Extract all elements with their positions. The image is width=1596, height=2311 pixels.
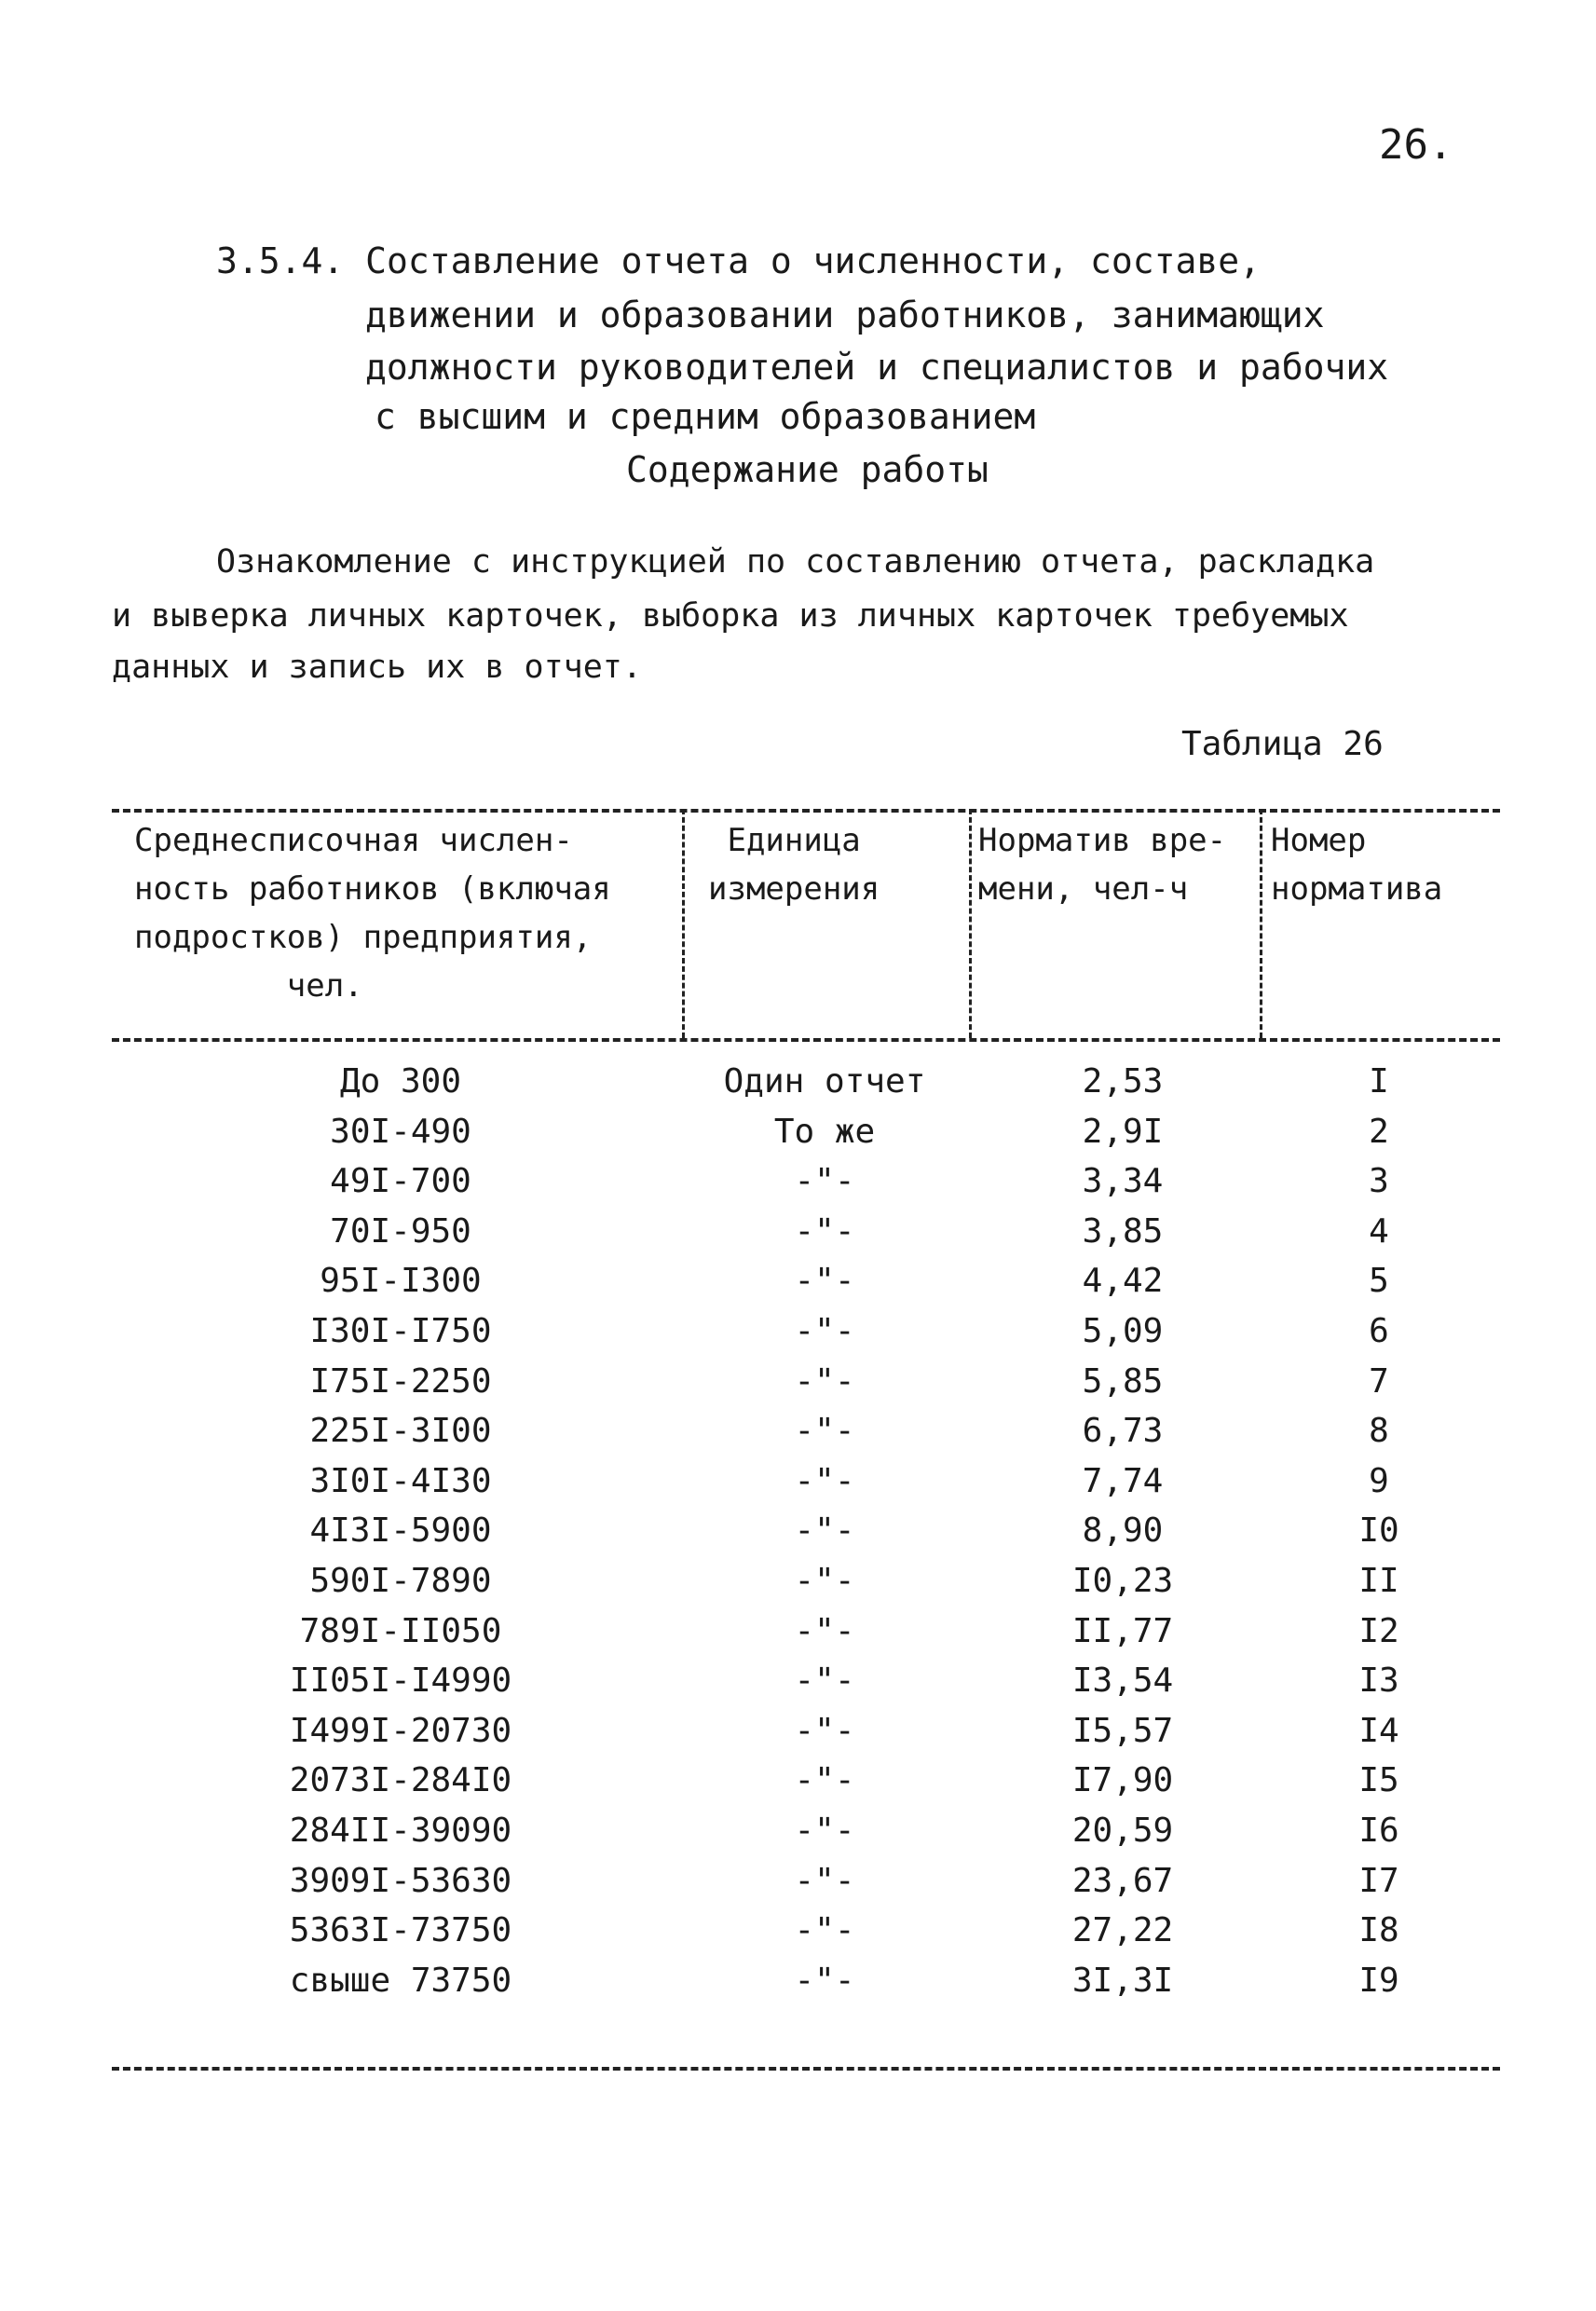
cell-unit: -"-: [794, 1961, 855, 2000]
header-cell-norm: Норматив вре- мени, чел-ч: [978, 822, 1227, 908]
cell-range: 49I-700: [330, 1162, 471, 1201]
cell-norm: 6,73: [1082, 1412, 1164, 1451]
table-row: [0, 1661, 1596, 1712]
cell-unit: -"-: [794, 1412, 855, 1451]
table-row: [0, 1562, 1596, 1612]
table-row: [0, 1462, 1596, 1512]
cell-range: 284II-39090: [289, 1811, 512, 1850]
cell-number: 5: [1369, 1262, 1389, 1301]
cell-unit: -"-: [794, 1861, 855, 1900]
cell-norm: 8,90: [1082, 1511, 1164, 1551]
cell-range: 4I3I-5900: [309, 1511, 492, 1551]
cell-norm: I0,23: [1071, 1561, 1174, 1600]
cell-norm: I7,90: [1071, 1761, 1174, 1800]
cell-norm: 3I,3I: [1071, 1961, 1174, 2000]
cell-norm: 4,42: [1082, 1262, 1164, 1301]
cell-unit: -"-: [794, 1611, 855, 1650]
table-row: [0, 1412, 1596, 1462]
cell-range: 590I-7890: [309, 1561, 492, 1600]
cell-norm: 2,9I: [1082, 1112, 1164, 1151]
cell-number: I5: [1358, 1761, 1399, 1800]
table-row: [0, 1312, 1596, 1362]
table-bottom-rule: [112, 2067, 1500, 2071]
cell-norm: I3,54: [1071, 1661, 1174, 1701]
cell-number: I8: [1358, 1911, 1399, 1950]
cell-unit: Один отчет: [723, 1062, 926, 1101]
table-row: [0, 1761, 1596, 1812]
table-row: [0, 1212, 1596, 1263]
table-row: [0, 1362, 1596, 1413]
cell-number: 7: [1369, 1361, 1389, 1401]
header-cell-number: Номер норматива: [1271, 822, 1443, 908]
cell-unit: То же: [773, 1112, 876, 1151]
table-row: [0, 1862, 1596, 1912]
cell-number: I3: [1358, 1661, 1399, 1701]
cell-norm: II,77: [1071, 1611, 1174, 1650]
cell-unit: -"-: [794, 1361, 855, 1401]
cell-unit: -"-: [794, 1561, 855, 1600]
paragraph-line: Ознакомление с инструкцией по составлению отчета, раскладка: [216, 543, 1375, 581]
cell-unit: -"-: [794, 1262, 855, 1301]
table-row: [0, 1262, 1596, 1312]
cell-number: 3: [1369, 1162, 1389, 1201]
cell-norm: 7,74: [1082, 1461, 1164, 1500]
cell-number: I9: [1358, 1961, 1399, 2000]
cell-number: 8: [1369, 1412, 1389, 1451]
paragraph-line: и выверка личных карточек, выборка из личных карточек требуемых: [112, 597, 1349, 635]
column-divider: [682, 809, 685, 1038]
cell-norm: 5,09: [1082, 1311, 1164, 1350]
cell-range: 3I0I-4I30: [309, 1461, 492, 1500]
cell-range: 30I-490: [330, 1112, 471, 1151]
cell-range: I499I-20730: [289, 1711, 512, 1750]
cell-range: 3909I-53630: [289, 1861, 512, 1900]
cell-number: 6: [1369, 1311, 1389, 1350]
cell-norm: 3,85: [1082, 1211, 1164, 1251]
cell-unit: -"-: [794, 1911, 855, 1950]
header-cell-range: Среднесписочная числен- ность работников (включая подростков) предприятия, чел.: [134, 822, 611, 1005]
table-top-rule: [112, 809, 1500, 813]
cell-norm: 20,59: [1071, 1811, 1174, 1850]
cell-norm: 23,67: [1071, 1861, 1174, 1900]
cell-number: I7: [1358, 1861, 1399, 1900]
section-title-line: с высшим и средним образованием: [375, 396, 1036, 437]
cell-unit: -"-: [794, 1211, 855, 1251]
table-row: [0, 1911, 1596, 1962]
cell-number: I: [1369, 1062, 1389, 1101]
subheading: Содержание работы: [626, 449, 989, 490]
cell-range: До 300: [339, 1062, 462, 1101]
table-row: [0, 1812, 1596, 1862]
section-title-line: должности руководителей и специалистов и рабочих: [365, 347, 1389, 388]
cell-unit: -"-: [794, 1811, 855, 1850]
table-body: [0, 1062, 1596, 2011]
cell-norm: I5,57: [1071, 1711, 1174, 1750]
cell-norm: 2,53: [1082, 1062, 1164, 1101]
section-title-line: движении и образовании работников, занимающих: [365, 294, 1325, 335]
cell-norm: 5,85: [1082, 1361, 1164, 1401]
cell-unit: -"-: [794, 1461, 855, 1500]
page-number: 26.: [1379, 121, 1453, 169]
cell-norm: 27,22: [1071, 1911, 1174, 1950]
table-row: [0, 1612, 1596, 1662]
table-row: [0, 1962, 1596, 2012]
table-row: [0, 1511, 1596, 1562]
cell-unit: -"-: [794, 1511, 855, 1551]
cell-range: I30I-I750: [309, 1311, 492, 1350]
section-title-line: 3.5.4. Составление отчета о численности, составе,: [216, 240, 1262, 281]
cell-range: I75I-2250: [309, 1361, 492, 1401]
cell-range: свыше 73750: [289, 1961, 512, 2000]
column-divider: [969, 809, 972, 1038]
cell-unit: -"-: [794, 1661, 855, 1701]
cell-number: I0: [1358, 1511, 1399, 1551]
cell-range: 789I-II050: [299, 1611, 502, 1650]
cell-range: 225I-3I00: [309, 1412, 492, 1451]
cell-number: 9: [1369, 1461, 1389, 1500]
cell-unit: -"-: [794, 1711, 855, 1750]
cell-range: II05I-I4990: [289, 1661, 512, 1701]
cell-norm: 3,34: [1082, 1162, 1164, 1201]
cell-unit: -"-: [794, 1162, 855, 1201]
cell-number: I4: [1358, 1711, 1399, 1750]
paragraph-line: данных и запись их в отчет.: [112, 649, 642, 686]
header-cell-unit: Единица измерения: [708, 822, 880, 908]
table-row: [0, 1062, 1596, 1113]
cell-number: I6: [1358, 1811, 1399, 1850]
cell-range: 2073I-284I0: [289, 1761, 512, 1800]
cell-number: 4: [1369, 1211, 1389, 1251]
cell-unit: -"-: [794, 1311, 855, 1350]
table-row: [0, 1712, 1596, 1762]
cell-unit: -"-: [794, 1761, 855, 1800]
column-divider: [1260, 809, 1262, 1038]
cell-range: 70I-950: [330, 1211, 471, 1251]
cell-range: 5363I-73750: [289, 1911, 512, 1950]
cell-number: II: [1358, 1561, 1399, 1600]
cell-range: 95I-I300: [320, 1262, 482, 1301]
cell-number: I2: [1358, 1611, 1399, 1650]
table-row: [0, 1162, 1596, 1212]
cell-number: 2: [1369, 1112, 1389, 1151]
table-row: [0, 1113, 1596, 1163]
table-caption: Таблица 26: [1181, 725, 1384, 763]
table-header-rule: [112, 1038, 1500, 1042]
